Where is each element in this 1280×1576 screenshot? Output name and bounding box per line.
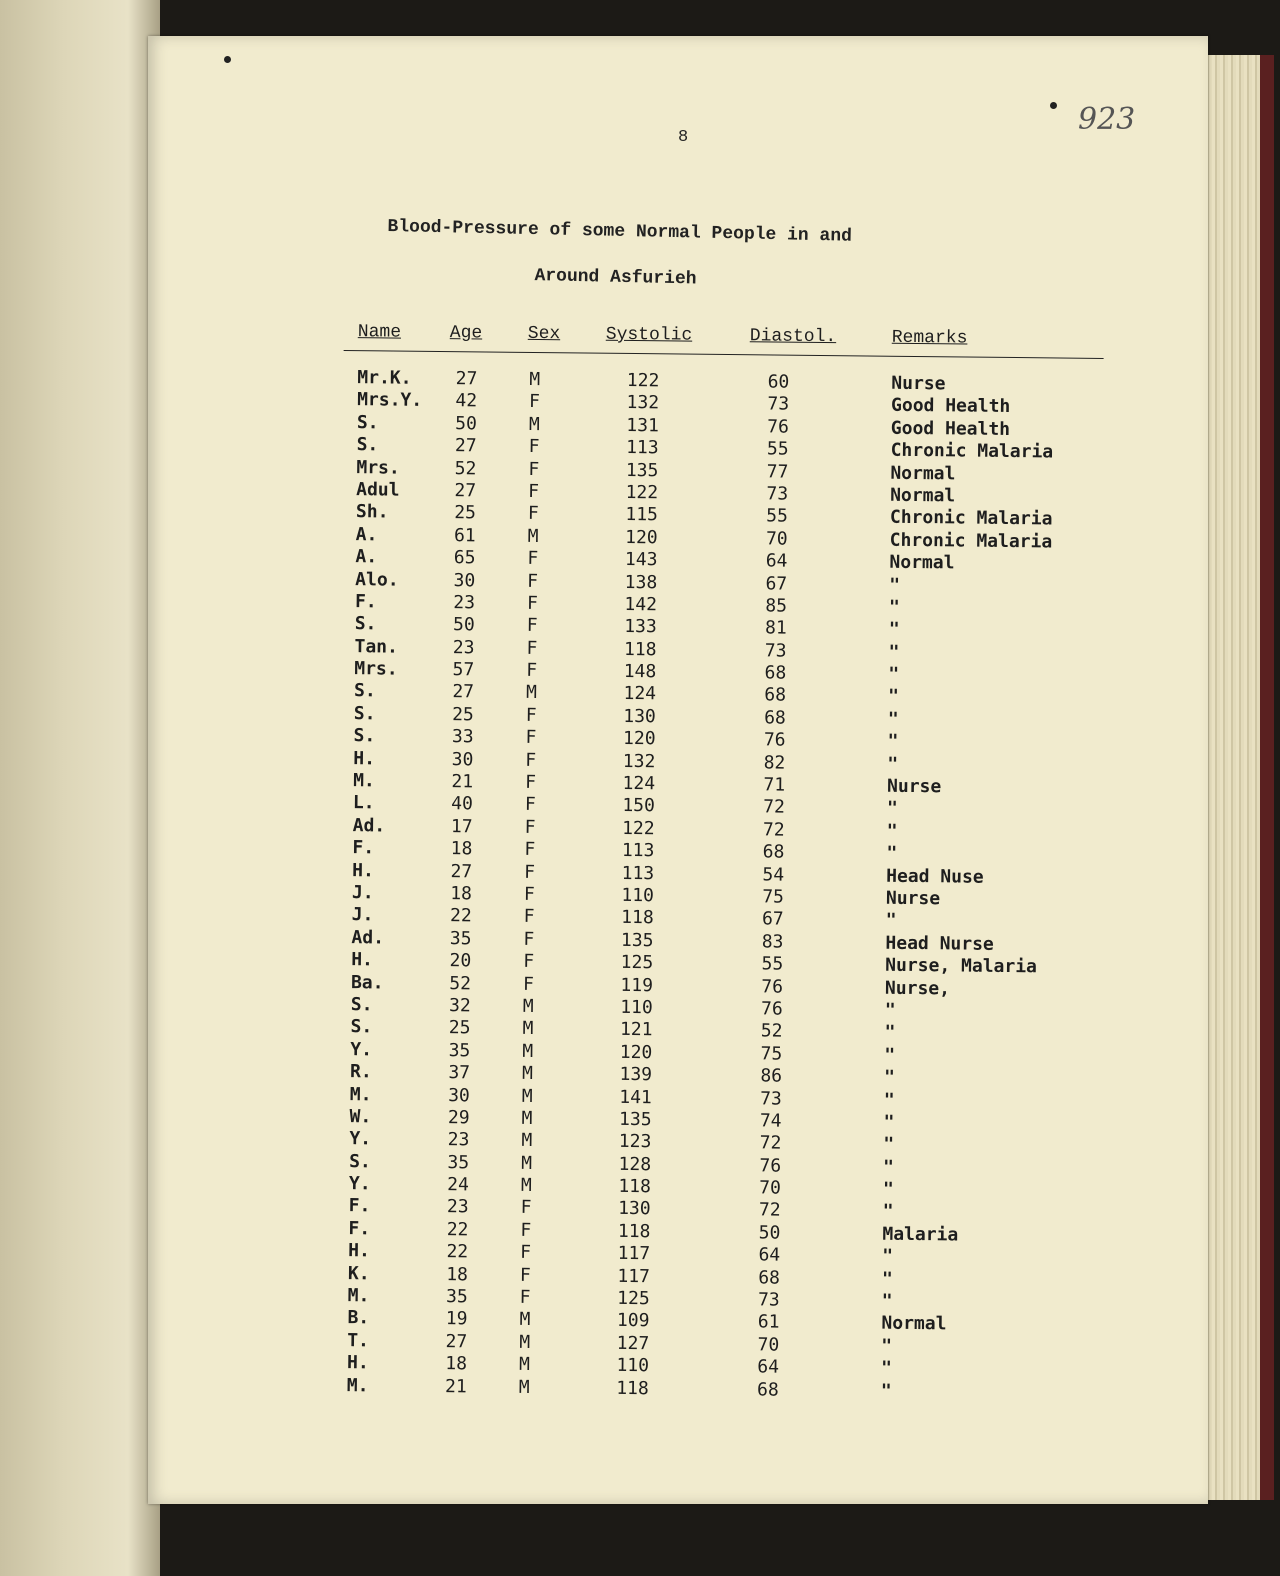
cell-age: 57 [452, 659, 475, 681]
cell-sex: F [528, 458, 540, 480]
cell-systolic: 131 [626, 414, 659, 437]
cell-diastolic: 85 [765, 595, 788, 617]
cell-age: 40 [451, 793, 474, 815]
cell-name: A. [355, 546, 378, 568]
cell-remarks: Nurse [886, 775, 942, 798]
cell-sex: M [518, 1354, 530, 1376]
cell-diastolic: 70 [759, 1177, 782, 1199]
cell-diastolic: 70 [757, 1334, 780, 1356]
cell-name: M. [346, 1374, 369, 1396]
cell-sex: M [522, 1018, 534, 1040]
cell-age: 17 [450, 815, 473, 838]
cell-remarks: Head Nuse [886, 865, 984, 888]
page-title [386, 204, 1008, 309]
cell-remarks: " [883, 1111, 895, 1133]
cell-systolic: 110 [616, 1355, 650, 1377]
cell-diastolic: 70 [765, 528, 788, 550]
cell-name: Adul [356, 479, 400, 501]
cell-remarks: " [883, 1156, 895, 1178]
cell-diastolic: 68 [756, 1378, 779, 1401]
cell-sex: F [524, 861, 536, 883]
cell-systolic: 138 [624, 571, 658, 593]
cell-remarks: Good Health [890, 395, 1011, 418]
cell-diastolic: 68 [764, 684, 787, 707]
cell-systolic: 124 [622, 772, 656, 795]
cell-systolic: 122 [622, 817, 655, 840]
cell-name: Ad. [351, 926, 385, 949]
cell-diastolic: 81 [764, 617, 787, 639]
cell-diastolic: 73 [766, 483, 789, 505]
cell-diastolic: 71 [763, 774, 786, 796]
cell-age: 42 [455, 390, 478, 412]
cell-diastolic: 55 [761, 953, 784, 975]
cell-name: S. [353, 680, 376, 702]
cell-name: J. [351, 904, 374, 926]
folio-number: 923 [1078, 102, 1136, 137]
cell-systolic: 125 [620, 952, 654, 974]
cell-remarks: " [886, 842, 898, 865]
cell-age: 19 [445, 1308, 468, 1330]
cell-sex: F [526, 592, 538, 614]
header-age: Age [449, 323, 483, 344]
cell-name: S. [354, 613, 377, 635]
cell-systolic: 122 [626, 369, 660, 392]
cell-name: H. [351, 949, 374, 971]
cell-age: 21 [445, 1375, 467, 1397]
cell-sex: F [522, 973, 534, 995]
cell-sex: F [520, 1242, 532, 1264]
cell-diastolic: 68 [764, 707, 786, 729]
cell-remarks: " [888, 663, 900, 685]
cell-name: Y. [350, 1038, 373, 1061]
cell-remarks: " [884, 999, 896, 1021]
cell-remarks: " [881, 1268, 893, 1290]
cell-systolic: 128 [618, 1153, 652, 1175]
cell-diastolic: 72 [758, 1199, 781, 1222]
cell-systolic: 115 [625, 504, 659, 526]
cell-sex: F [526, 660, 538, 682]
cell-systolic: 109 [616, 1310, 650, 1332]
cell-age: 18 [450, 883, 473, 905]
cell-remarks: Normal [881, 1313, 947, 1335]
cell-diastolic: 67 [761, 908, 784, 931]
cell-systolic: 113 [626, 437, 659, 459]
cell-systolic: 118 [623, 638, 657, 660]
cell-age: 27 [454, 435, 477, 457]
cell-remarks: Malaria [882, 1223, 959, 1246]
cell-name: Y. [349, 1128, 372, 1150]
header-systolic: Systolic [605, 324, 693, 346]
cell-name: Alo. [355, 568, 399, 591]
cell-remarks: " [883, 1089, 895, 1111]
cell-sex: F [527, 548, 539, 570]
cell-name: S. [350, 1016, 373, 1038]
cell-remarks: Nurse [891, 372, 946, 395]
cell-age: 32 [448, 995, 471, 1017]
cell-diastolic: 86 [760, 1065, 783, 1087]
cell-age: 23 [446, 1196, 469, 1218]
cell-name: J. [351, 882, 374, 904]
cell-name: Mr.K. [357, 367, 412, 389]
cell-sex: M [520, 1174, 532, 1197]
cell-age: 30 [453, 569, 476, 591]
cell-sex: M [519, 1309, 531, 1331]
cell-sex: M [525, 682, 538, 704]
cell-name: H. [353, 747, 376, 769]
cell-remarks: Chronic Malaria [889, 529, 1053, 553]
cell-sex: F [525, 704, 537, 726]
cell-age: 18 [450, 838, 473, 860]
cell-age: 25 [454, 502, 477, 524]
cell-age: 29 [447, 1107, 470, 1129]
cell-systolic: 118 [616, 1377, 649, 1399]
cell-name: Mrs. [354, 658, 398, 680]
cell-systolic: 135 [625, 459, 659, 481]
cell-systolic: 117 [617, 1265, 651, 1287]
cell-age: 35 [449, 927, 472, 950]
cell-age: 18 [446, 1263, 469, 1285]
cell-age: 20 [449, 950, 472, 972]
cell-name: L. [352, 792, 375, 814]
blood-pressure-table [333, 316, 1104, 1405]
cell-age: 37 [448, 1062, 471, 1084]
cell-age: 23 [453, 592, 476, 614]
cell-diastolic: 72 [762, 819, 785, 841]
cell-sex: F [523, 951, 535, 973]
cell-age: 22 [449, 905, 472, 927]
cell-systolic: 130 [623, 705, 656, 728]
cell-diastolic: 77 [766, 460, 789, 483]
cell-name: B. [347, 1307, 370, 1329]
cell-age: 22 [446, 1218, 469, 1241]
cell-remarks: Head Nurse [885, 932, 994, 955]
cell-diastolic: 68 [764, 662, 787, 684]
cell-age: 65 [453, 547, 476, 569]
cell-age: 21 [451, 771, 474, 793]
cell-remarks: " [887, 753, 899, 775]
cell-diastolic: 76 [761, 975, 784, 998]
facing-page-bleed-through [2, 0, 42, 1576]
cell-diastolic: 76 [759, 1155, 782, 1177]
cell-sex: F [529, 391, 541, 413]
cell-systolic: 113 [621, 840, 655, 862]
cell-remarks: " [882, 1178, 894, 1200]
cell-remarks: Normal [890, 462, 956, 484]
cell-systolic: 127 [616, 1332, 650, 1355]
cell-sex: F [523, 883, 535, 906]
cell-systolic: 122 [625, 481, 659, 504]
cell-diastolic: 73 [757, 1289, 780, 1311]
cell-name: M. [349, 1083, 372, 1105]
cell-sex: F [527, 503, 539, 525]
cell-age: 27 [450, 860, 473, 882]
cell-systolic: 110 [621, 884, 655, 907]
cell-sex: F [526, 615, 538, 637]
cell-name: S. [350, 994, 373, 1016]
cell-name: F. [354, 591, 377, 613]
cell-sex: F [524, 839, 536, 861]
cell-age: 61 [453, 524, 476, 547]
cell-remarks: " [887, 686, 899, 708]
cell-remarks: " [880, 1357, 892, 1379]
cell-name: Ad. [352, 814, 386, 837]
cell-age: 22 [446, 1241, 469, 1263]
cell-remarks: Normal [890, 484, 956, 507]
cell-sex: M [528, 413, 540, 435]
cell-age: 30 [451, 748, 474, 771]
cell-remarks: " [888, 596, 900, 618]
cell-sex: F [526, 637, 538, 659]
cell-remarks: " [889, 574, 901, 596]
cell-sex: M [522, 1040, 534, 1062]
cell-systolic: 124 [623, 683, 657, 705]
cell-age: 35 [447, 1151, 470, 1174]
cell-systolic: 133 [624, 616, 657, 638]
cell-systolic: 118 [617, 1220, 651, 1243]
facing-page [0, 0, 160, 1576]
cell-remarks: " [886, 820, 898, 842]
cell-name: Sh. [355, 501, 389, 523]
cell-age: 30 [448, 1084, 470, 1106]
cell-sex: F [527, 570, 539, 592]
cell-remarks: " [888, 619, 900, 641]
cell-diastolic: 68 [762, 841, 785, 863]
cell-sex: M [521, 1152, 533, 1174]
cell-remarks: " [887, 708, 899, 730]
cell-age: 23 [452, 636, 475, 659]
cell-age: 27 [455, 368, 478, 390]
cell-diastolic: 55 [766, 438, 789, 460]
cell-systolic: 130 [618, 1198, 651, 1220]
cell-systolic: 121 [619, 1019, 653, 1041]
cell-sex: M [521, 1107, 533, 1129]
cell-name: Mrs.Y. [357, 389, 423, 412]
cell-remarks: " [886, 798, 898, 820]
cell-age: 52 [449, 972, 472, 994]
cell-remarks: " [887, 730, 899, 753]
cell-remarks: Chronic Malaria [890, 439, 1054, 463]
cell-systolic: 132 [622, 750, 656, 772]
cell-age: 24 [447, 1174, 470, 1196]
cell-diastolic: 74 [759, 1110, 782, 1132]
cell-name: H. [346, 1352, 369, 1374]
cell-remarks: " [881, 1290, 893, 1312]
cell-systolic: 117 [617, 1243, 651, 1265]
header-sex: Sex [527, 323, 561, 345]
cell-diastolic: 72 [763, 796, 785, 819]
cell-systolic: 120 [625, 526, 658, 549]
cell-name: Mrs. [356, 456, 400, 479]
page-number: 8 [678, 128, 689, 147]
cell-sex: M [521, 1130, 533, 1152]
cell-sex: F [520, 1197, 532, 1219]
cell-sex: F [528, 436, 540, 458]
cell-diastolic: 73 [760, 1087, 782, 1110]
cell-systolic: 119 [620, 974, 654, 996]
cell-diastolic: 83 [761, 931, 784, 953]
cell-name: Ba. [350, 971, 384, 993]
cell-diastolic: 73 [764, 640, 787, 662]
cell-remarks: Normal [889, 551, 955, 574]
cell-name: T. [347, 1329, 370, 1352]
cell-age: 50 [455, 412, 477, 435]
cell-systolic: 135 [620, 929, 654, 952]
cell-systolic: 110 [620, 996, 653, 1019]
cell-sex: M [527, 525, 539, 547]
cell-name: F. [348, 1195, 371, 1217]
cell-systolic: 150 [622, 795, 655, 817]
cell-age: 35 [445, 1286, 468, 1308]
cell-sex: M [518, 1376, 530, 1398]
cell-systolic: 118 [621, 907, 654, 929]
cell-age: 33 [451, 726, 474, 748]
cell-sex: F [519, 1264, 531, 1286]
cell-remarks: " [888, 641, 900, 663]
cell-diastolic: 72 [759, 1132, 782, 1154]
cell-sex: M [521, 1085, 533, 1107]
cell-sex: M [529, 368, 541, 391]
cell-sex: F [523, 906, 535, 928]
header-name: Name [357, 322, 402, 343]
cell-name: H. [352, 859, 374, 881]
cell-remarks: " [882, 1201, 894, 1223]
cell-systolic: 143 [624, 549, 658, 571]
cell-systolic: 120 [619, 1041, 653, 1063]
cell-name: S. [356, 434, 379, 456]
cell-name: A. [355, 523, 378, 546]
cell-name: S. [353, 725, 376, 747]
cell-name: W. [349, 1105, 372, 1128]
cell-diastolic: 64 [765, 550, 788, 572]
cell-diastolic: 55 [766, 505, 789, 528]
cell-diastolic: 75 [760, 1043, 783, 1065]
title-line-2: Around Asfurieh [534, 266, 697, 290]
cell-diastolic: 64 [758, 1244, 781, 1266]
cell-remarks: Nurse, Malaria [885, 954, 1038, 978]
cell-sex: F [525, 771, 537, 794]
cell-age: 27 [452, 681, 475, 703]
table-body [333, 351, 1104, 1405]
cell-age: 18 [445, 1353, 468, 1375]
cell-sex: F [528, 480, 540, 503]
cell-diastolic: 67 [765, 572, 788, 595]
cell-name: M. [353, 770, 375, 792]
cell-remarks: " [885, 910, 897, 932]
cell-sex: F [519, 1286, 531, 1309]
cell-diastolic: 61 [757, 1311, 780, 1334]
cell-remarks: " [883, 1066, 896, 1088]
cell-remarks: Good Health [890, 417, 1011, 440]
cell-name: F. [352, 837, 375, 859]
cell-name: S. [356, 411, 379, 434]
cell-sex: F [525, 749, 537, 771]
cell-age: 52 [454, 457, 477, 479]
cell-sex: F [525, 727, 537, 749]
cell-name: Y. [348, 1173, 371, 1195]
cell-systolic: 125 [617, 1287, 650, 1310]
cell-systolic: 141 [619, 1086, 652, 1108]
cell-age: 50 [452, 614, 475, 636]
cell-systolic: 118 [618, 1175, 652, 1198]
cell-diastolic: 54 [762, 864, 785, 886]
cell-remarks: " [884, 1022, 896, 1044]
cell-name: R. [349, 1061, 372, 1083]
cell-diastolic: 75 [762, 886, 785, 908]
cell-diastolic: 64 [757, 1356, 780, 1378]
cell-age: 27 [454, 480, 477, 502]
cell-diastolic: 68 [758, 1267, 781, 1289]
cell-systolic: 113 [621, 862, 655, 884]
cell-remarks: " [880, 1380, 892, 1402]
cell-systolic: 139 [619, 1064, 653, 1086]
cell-diastolic: 76 [767, 416, 789, 438]
cell-age: 25 [452, 704, 474, 726]
cell-remarks: Nurse [885, 887, 941, 910]
cell-remarks: " [881, 1335, 893, 1357]
cell-systolic: 148 [623, 661, 657, 683]
cell-sex: F [524, 794, 536, 816]
cell-remarks: Nurse, [884, 977, 951, 999]
cell-age: 25 [448, 1017, 471, 1039]
cell-age: 35 [448, 1039, 471, 1062]
cell-diastolic: 52 [760, 1020, 783, 1042]
header-diastolic: Diastol. [749, 326, 837, 348]
cell-sex: F [524, 816, 536, 838]
cell-sex: M [521, 1063, 534, 1085]
cell-diastolic: 73 [767, 393, 790, 416]
cell-name: F. [348, 1217, 371, 1240]
cell-systolic: 132 [626, 392, 660, 414]
punch-dot-left [224, 56, 231, 63]
cell-systolic: 135 [618, 1108, 652, 1131]
cell-diastolic: 82 [763, 752, 786, 774]
cell-diastolic: 50 [758, 1222, 781, 1244]
cell-sex: M [519, 1331, 531, 1353]
cell-name: M. [347, 1285, 370, 1307]
cell-name: K. [347, 1262, 370, 1284]
cell-remarks: " [884, 1044, 896, 1066]
cell-age: 27 [445, 1330, 468, 1353]
header-remarks: Remarks [891, 327, 968, 349]
cell-remarks: " [882, 1245, 894, 1268]
cell-diastolic: 60 [767, 371, 790, 393]
cell-name: S. [353, 702, 376, 725]
document-page [148, 36, 1208, 1504]
cell-sex: M [522, 995, 534, 1017]
cell-name: Tan. [354, 635, 399, 658]
title-line-1: Blood-Pressure of some Normal People in and [387, 216, 853, 247]
cell-systolic: 123 [618, 1131, 652, 1153]
cell-systolic: 120 [622, 728, 656, 750]
cell-remarks: Chronic Malaria [889, 507, 1053, 530]
cell-name: S. [349, 1150, 371, 1172]
cell-sex: F [523, 928, 535, 950]
cell-diastolic: 76 [763, 729, 786, 751]
punch-dot-right [1050, 102, 1057, 109]
cell-age: 23 [447, 1129, 470, 1151]
cell-name: H. [348, 1240, 371, 1262]
cell-remarks: " [883, 1133, 895, 1156]
cell-systolic: 142 [624, 593, 658, 616]
cell-diastolic: 76 [760, 998, 783, 1020]
cell-sex: F [520, 1219, 532, 1241]
